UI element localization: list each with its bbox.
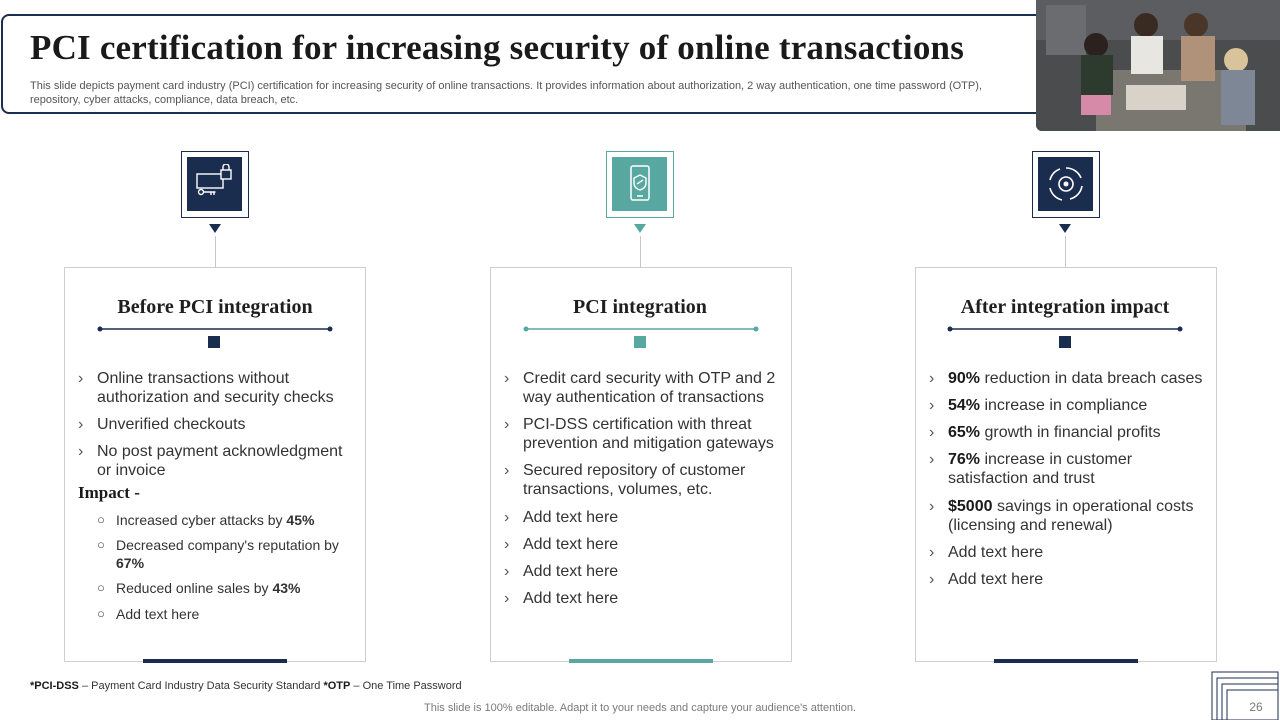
page-number: 26: [1249, 700, 1263, 714]
card-accent-bar: [143, 659, 287, 663]
footer-text: This slide is 100% editable. Adapt it to your needs and capture your audience's attention.: [424, 702, 856, 714]
chevron-right-icon: ›: [78, 370, 84, 387]
mobile-shield-icon: [612, 157, 667, 211]
chevron-right-icon: ›: [504, 536, 510, 553]
after-card-title: After integration impact: [960, 296, 1170, 318]
after-icon-box: [1032, 151, 1100, 218]
circle-bullet-icon: ○: [97, 512, 105, 527]
chevron-right-icon: ›: [78, 443, 84, 460]
lock-key-icon: [187, 157, 242, 211]
chevron-right-icon: ›: [929, 498, 935, 515]
pci-icon-box: [606, 151, 674, 218]
chevron-right-icon: ›: [929, 544, 935, 561]
title-underline: [96, 325, 336, 349]
connector-line: [1065, 236, 1066, 268]
circle-bullet-icon: ○: [97, 537, 105, 552]
chevron-right-icon: ›: [504, 563, 510, 580]
chevron-right-icon: ›: [78, 416, 84, 433]
team-photo: [1036, 0, 1280, 131]
chevron-right-icon: ›: [929, 571, 935, 588]
chevron-right-icon: ›: [929, 397, 935, 414]
chevron-right-icon: ›: [929, 370, 935, 387]
before-icon-box: [181, 151, 249, 218]
before-card-title: Before PCI integration: [117, 296, 313, 318]
circle-bullet-icon: ○: [97, 580, 105, 595]
pointer-triangle: [209, 224, 221, 233]
chevron-right-icon: ›: [929, 451, 935, 468]
circle-bullet-icon: ○: [97, 606, 105, 621]
title-underline: [522, 325, 762, 349]
chevron-right-icon: ›: [504, 370, 510, 387]
chevron-right-icon: ›: [504, 462, 510, 479]
card-accent-bar: [569, 659, 713, 663]
title-underline: [946, 325, 1186, 349]
pci-card-title: PCI integration: [573, 296, 707, 318]
connector-line: [640, 236, 641, 268]
chevron-right-icon: ›: [504, 416, 510, 433]
impact-label: Impact -: [78, 483, 140, 502]
chevron-right-icon: ›: [929, 424, 935, 441]
card-accent-bar: [994, 659, 1138, 663]
chevron-right-icon: ›: [504, 509, 510, 526]
connector-line: [215, 236, 216, 268]
pointer-triangle: [1059, 224, 1071, 233]
page-subtitle: This slide depicts payment card industry (PCI) certification for increasing security of online transactions. It provides information about authorization, 2 way authentication, one time password (OTP), repository, cyber attacks, compliance, data breach, etc.: [30, 80, 982, 106]
gear-cycle-icon: [1038, 157, 1093, 211]
footnote: *PCI-DSS – Payment Card Industry Data Security Standard *OTP – One Time Password: [30, 680, 462, 692]
pointer-triangle: [634, 224, 646, 233]
chevron-right-icon: ›: [504, 590, 510, 607]
page-title: PCI certification for increasing security of online transactions: [30, 28, 965, 67]
